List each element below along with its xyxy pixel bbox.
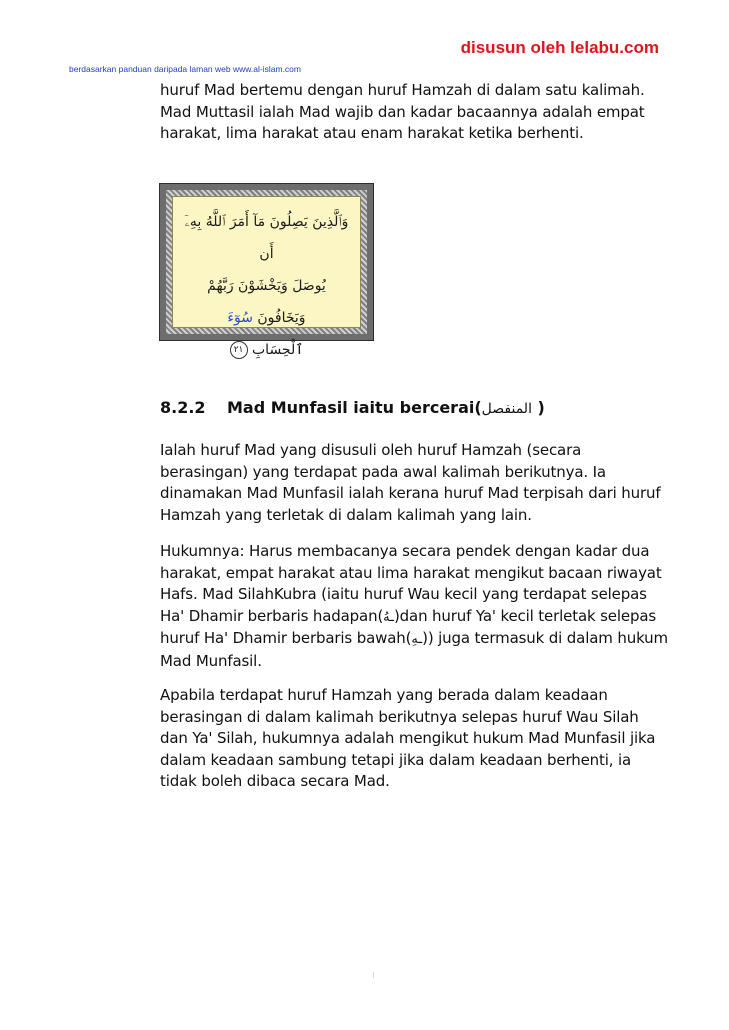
ruling-text-2: )dan huruf Ya' kecil terletak selepas huruf Ha' Dhamir berbaris bawah( xyxy=(160,606,657,647)
verse-highlight-word: سُوٓءَ xyxy=(227,310,253,326)
ha-dhamir-dhammah-mark: ـهُ xyxy=(383,609,394,625)
verse-line-2-text: يُوصَلَ وَيَخْشَوْنَ رَبَّهُمْ وَيَخَافُونَ xyxy=(207,278,326,326)
section-number: 8.2.2 xyxy=(160,398,206,417)
section-heading xyxy=(160,398,545,417)
section-title: Mad Munfasil iaitu bercerai( xyxy=(227,398,482,417)
site-credit: disusun oleh lelabu.com xyxy=(460,38,659,57)
ruling-text-3: )) juga termasuk di dalam hukum Mad Munfasil. xyxy=(160,629,668,670)
source-note: berdasarkan panduan daripada laman web www.al-islam.com xyxy=(69,64,301,74)
section-arabic-term: المنفصل xyxy=(481,401,532,417)
verse-line-3 xyxy=(181,334,352,366)
ha-dhamir-kasrah-mark: ـهِ xyxy=(411,632,423,647)
verse-parchment xyxy=(172,196,361,358)
quran-verse-image xyxy=(160,184,373,358)
verse-line-3-text: ٱلْحِسَابِ xyxy=(252,342,304,358)
ruling-paragraph xyxy=(160,541,670,672)
definition-paragraph: Ialah huruf Mad yang disusuli oleh huruf Hamzah (secara berasingan) yang terdapat pada awal kalimah berikutnya. Ia dinamakan Mad Munfasil ialah kerana huruf Mad terpisah dari huruf Hamzah yang terletak di dalam kalimah yang lain. xyxy=(160,441,661,524)
section-title-close: ) xyxy=(537,398,545,417)
intro-paragraph: huruf Mad bertemu dengan huruf Hamzah di dalam satu kalimah. Mad Muttasil ialah Mad wajib dan kadar bacaannya adalah empat harakat, lima harakat atau enam harakat ketika berhenti. xyxy=(160,81,645,142)
footer-mark xyxy=(373,972,374,978)
pause-paragraph: Apabila terdapat huruf Hamzah yang berada dalam keadaan berasingan di dalam kalimah berikutnya selepas huruf Wau Silah dan Ya' Silah, hukumnya adalah mengikut hukum Mad Munfasil jika dalam keadaan sambung tetapi jika dalam keadaan berhenti, ia tidak boleh dibaca secara Mad. xyxy=(160,686,656,790)
verse-line-1: وَٱلَّذِينَ يَصِلُونَ مَآ أَمَرَ ٱللَّهُ بِهِۦٓ أَن xyxy=(184,214,349,262)
verse-number-badge: ٢١ xyxy=(230,341,248,359)
ruling-text-1: Hukumnya: Harus membacanya secara pendek dengan kadar dua harakat, empat harakat atau lima harakat mengikut bacaan riwayat Hafs. Mad SilahKubra (iaitu huruf Wau kecil yang terdapat selepas Ha' Dhamir berbaris hadapan( xyxy=(160,542,662,625)
verse-line-2 xyxy=(181,270,352,334)
